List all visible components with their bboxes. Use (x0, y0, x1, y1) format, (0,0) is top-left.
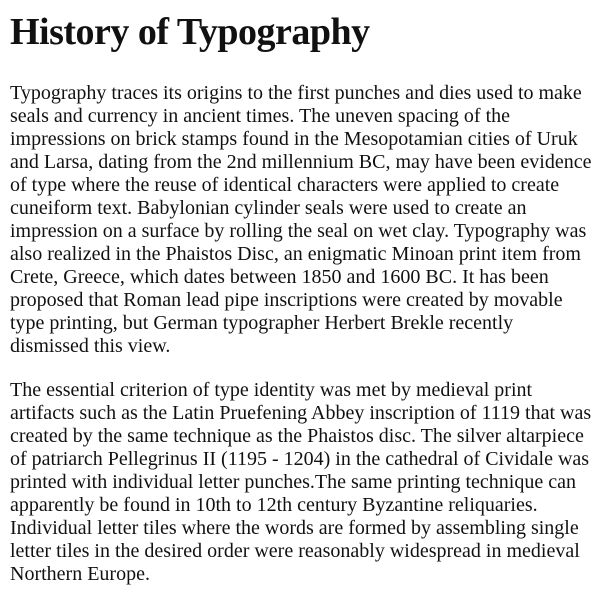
paragraph (10, 82, 590, 358)
text-line: Individual letter tiles where the words are formed by assembling single (10, 516, 579, 539)
text-line: letter tiles in the desired order were reasonably widespread in medieval (10, 539, 580, 562)
text-line: Northern Europe. (10, 562, 150, 585)
text-line: of patriarch Pellegrinus II (1195 - 1204) in the cathedral of Cividale was (10, 447, 590, 470)
text-line: The essential criterion of type identity was met by medieval print (10, 378, 533, 401)
text-line: seals and currency in ancient times. The uneven spacing of the (10, 104, 511, 127)
text-line: apparently be found in 10th to 12th century Byzantine reliquaries. (10, 493, 538, 516)
text-line: and Larsa, dating from the 2nd millennium BC, may have been evidence (10, 150, 592, 173)
text-line: also realized in the Phaistos Disc, an enigmatic Minoan print item from (10, 242, 581, 265)
text-line: proposed that Roman lead pipe inscriptions were created by movable (10, 288, 563, 311)
text-line: Typography traces its origins to the first punches and dies used to make (10, 81, 582, 104)
text-line: artifacts such as the Latin Pruefening Abbey inscription of 1119 that was (10, 401, 592, 424)
text-line: Crete, Greece, which dates between 1850 and 1600 BC. It has been (10, 265, 549, 288)
text-line: created by the same technique as the Phaistos disc. The silver altarpiece (10, 424, 584, 447)
document-page (0, 10, 600, 586)
paragraph (10, 379, 590, 586)
text-line: dismissed this view. (10, 334, 171, 357)
text-line: impressions on brick stamps found in the Mesopotamian cities of Uruk (10, 127, 578, 150)
text-line: cuneiform text. Babylonian cylinder seals were used to create an (10, 196, 527, 219)
text-line: printed with individual letter punches.The same printing technique can (10, 470, 576, 493)
text-line: type printing, but German typographer Herbert Brekle recently (10, 311, 514, 334)
text-line: of type where the reuse of identical characters were applied to create (10, 173, 560, 196)
text-line: impression on a surface by rolling the seal on wet clay. Typography was (10, 219, 587, 242)
page-title: History of Typography (10, 11, 370, 53)
